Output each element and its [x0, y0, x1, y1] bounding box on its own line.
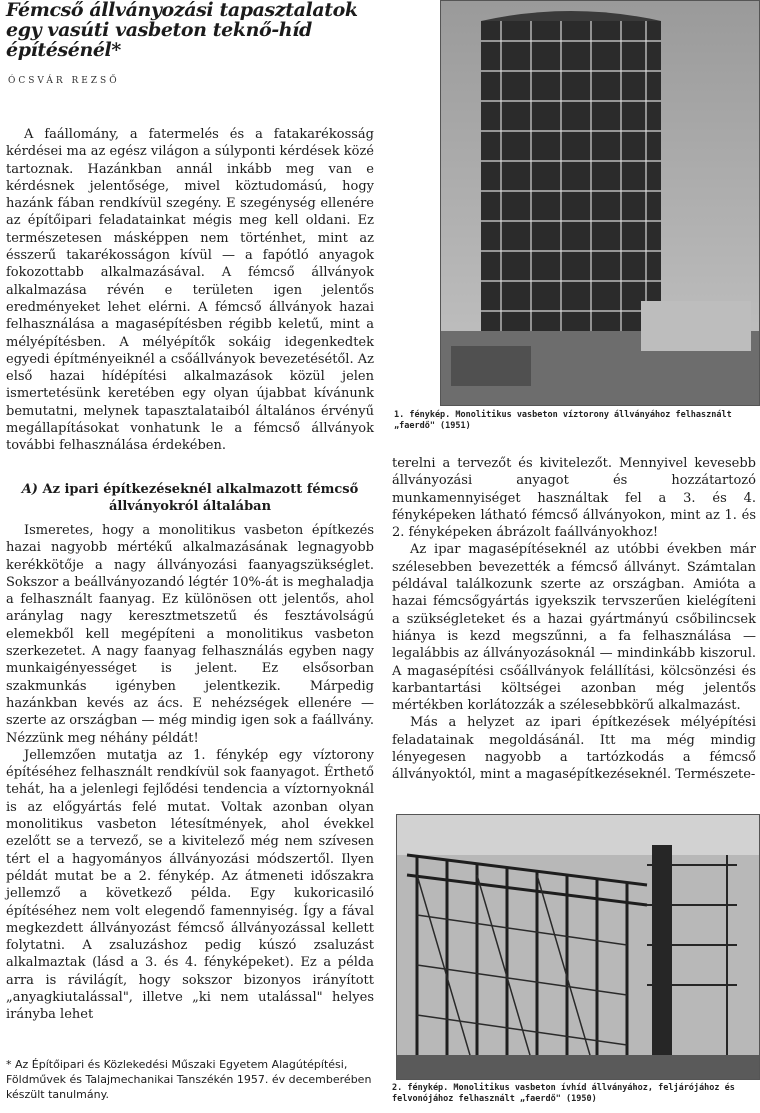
article-title	[6, 0, 386, 60]
section-heading	[6, 481, 374, 515]
intro-paragraph: A faállomány, a fatermelés és a fatakarékosság kérdései ma az egész világon a súlyponti kérdések közé tartoznak. Hazánkban annál inkább meg van e kérdésnek jelentősége, mivel köztudomású, hogy hazánk fában rendkívül szegény. E szegénység ellenére az építőipari feladatainkat mégis meg kell oldani. Ez természetesen másképpen nem történhet, mint az ésszerű takarékosságon kívül — a fapótló anyagok fokozottabb alkalmazásával. A fémcső állványok alkalmazása révén e területen igen jelentős eredményeket lehet elérni. A fémcső állványok hazai felhasználása a magasépítésben régibb keletű, mint a mélyépítésben. A mélyépítők sokáig idegenkedtek egyedi építményeiknél a csőállványok bevezetésétől. Az első hazai hídépítési alkalmazások közül jelen ismertetésünk keretében egy olyan újabbat kívánunk bemutatni, melynek tapasztalataiból általános érvényű megállapításokat vonhatunk le a fémcső állványok további felhasználása érdekében.	[6, 127, 374, 454]
section-title: Az ipari építkezéseknél alkalmazott fémcső állványokról általában	[42, 482, 359, 514]
right-column	[392, 455, 756, 784]
body-paragraph: Az ipar magasépítéseknél az utóbbi években már szélesebben bevezették a fémcső állványt. Számtalan példával találkozunk szerte az országban. Amióta a hazai fémcsőgyártás igyekszik tervszerűen kielégíteni a szükségleteket és a hazai gyártmányú csőbilincsek hiánya is kezd megszűnni, a fa felhasználása — legalábbis az állványozásoknál — mindinkább kiszorul. A magasépítési csőállványok felállítási, kölcsönzési és karbantartási költségei azonban még jelentős mértékben korlátozzák a szélesebbkörű alkalmazást.	[392, 542, 756, 714]
footnote: * Az Építőipari és Közlekedési Műszaki Egyetem Alagútépítési, Földművek és Talajmechanikai Tanszékén 1957. év decemberében készült tanulmány.	[6, 1058, 372, 1101]
section-letter: A)	[21, 482, 38, 497]
body-paragraph: Jellemzően mutatja az 1. fénykép egy víztorony építéséhez felhasznált rendkívül sok faanyagot. Érthető tehát, ha a jelenlegi fejlődési tendencia a víztornyoknál is az előgyártás felé mutat. Voltak azonban olyan monolitikus vasbeton létesítmények, ahol évekkel ezelőtt se a tervező, se a kivitelező még nem szívesen tért el a hagyományos állványozási módszertől. Ilyen példát mutat be a 2. fénykép. Az átmeneti időszakra jellemző a következő példa. Egy kukoricasiló építéséhez nem volt elegendő famennyiség. Így a fával megkezdett állványozást fémcső állványozással kellett folytatni. A zsaluzáshoz pedig kúszó zsaluzást alkalmaztak (lásd a 3. és 4. fényképeket). Ez a példa arra is rávilágít, hogy sokszor bizonyos irányított „anyagkiutalással", illetve „ki nem utalással" helyes irányba lehet	[6, 747, 374, 1023]
body-paragraph: Más a helyzet az ipari építkezések mélyépítési feladatainak megoldásánál. Itt ma még mindig lényegesen nagyobb a tartózkodás a fémcső állványoktól, mint a magasépítkezéseknél. Természete-	[392, 715, 756, 783]
intro-column	[6, 126, 374, 455]
author-name: ÓCSVÁR REZSŐ	[8, 76, 120, 86]
photo-water-tower	[440, 0, 760, 406]
left-column	[6, 522, 374, 1024]
body-paragraph: Ismeretes, hogy a monolitikus vasbeton építkezés hazai nagyobb mértékű alkalmazásának legnagyobb kerékkötője a nagy állványozási faanyagszükséglet. Sokszor a beállványozandó légtér 10%-át is meghaladja a felhasznált faanyag. Ez különösen ott jelentős, ahol aránylag nagy keresztmetszetű és fesztávolságú elemekből kell megépíteni a monolitikus vasbeton szerkezetet. A nagy faanyag felhasználás egyben nagy munkaigényességet is jelent. Ez elsősorban szakmunkás igényben jelentkezik. Márpedig hazánkban kevés az ács. E nehézségek ellenére — szerte az országban — még mindig igen sok a faállvány. Nézzünk meg néhány példát!	[6, 523, 374, 746]
body-paragraph: terelni a tervezőt és kivitelezőt. Mennyivel kevesebb állványozási anyagot és hozzátartozó munkamennyiséget használtak fel a 3. és 4. fényképeken látható fémcső állványokon, mint az 1. és 2. fényképeken ábrázolt faállványokhoz!	[392, 456, 756, 541]
photo-caption: 2. fénykép. Monolitikus vasbeton ívhíd állványához, feljárójához és felvonójához felhasznált „faerdő" (1950)	[392, 1083, 735, 1104]
title-line: Fémcső állványozási tapasztalatok	[6, 0, 358, 21]
title-line: egy vasúti vasbeton teknő-híd	[6, 19, 312, 41]
photo-caption: 1. fénykép. Monolitikus vasbeton víztorony állványához felhasznált „faerdő" (1951)	[394, 410, 732, 431]
photo-arch-bridge	[396, 814, 760, 1080]
title-line: építésénél*	[6, 39, 121, 61]
